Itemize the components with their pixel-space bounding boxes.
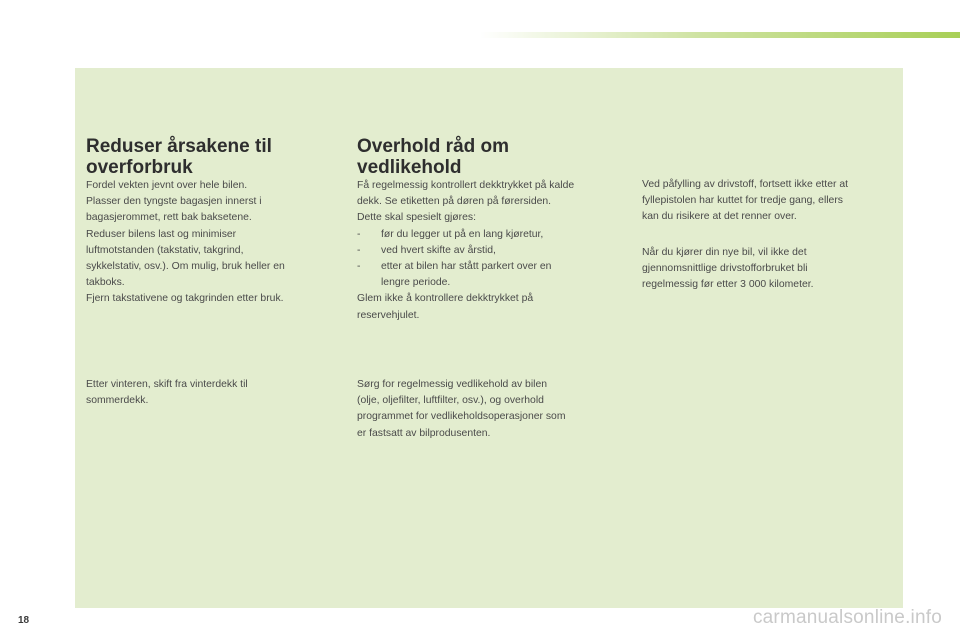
text-tyre-pressure-intro: Få regelmessig kontrollert dekktrykket på kalde dekk. Se etiketten på døren på førersiden. Dette skal spesielt gjøres: — [357, 180, 575, 224]
text-refuelling: Ved påfylling av drivstoff, fortsett ikke etter at fyllepistolen har kuttet for tredje gang, ellers kan du risikere at det renner over. — [642, 179, 848, 223]
text-spare-wheel: Glem ikke å kontrollere dekktrykket på reservehjulet. — [357, 293, 534, 321]
header-accent-bar — [480, 32, 960, 38]
column-maintenance-service — [357, 377, 627, 442]
list-item: - før du legger ut på en lang kjøretur, — [357, 227, 627, 243]
column-maintenance — [357, 136, 627, 324]
text-winter-tyres: Etter vinteren, skift fra vinterdekk til sommerdekk. — [86, 379, 248, 407]
column-fuel — [642, 177, 897, 226]
heading-reduce-consumption: Reduser årsakene til overforbruk — [86, 136, 272, 178]
tyre-check-list — [357, 227, 627, 292]
page-number: 18 — [18, 615, 30, 626]
text-regular-service: Sørg for regelmessig vedlikehold av bilen (olje, oljefilter, luftfilter, osv.), og overhold programmet for vedlikeholdsoperasjoner som er fastsatt av bilprodusenten. — [357, 379, 566, 439]
list-item: - ved hvert skifte av årstid, — [357, 243, 627, 259]
watermark: carmanualsonline.info — [752, 607, 942, 628]
column-fuel-consumption — [642, 245, 897, 294]
text-weight-distribution: Fordel vekten jevnt over hele bilen. Plasser den tyngste bagasjen innerst i bagasjerommet, rett bak baksetene. Reduser bilens last og minimiser luftmotstanden (takstativ, takgrind, sykkelstativ, osv.). Om mulig, bruk heller en takboks. Fjern takstativene og takgrinden etter bruk. — [86, 180, 285, 305]
text-average-consumption: Når du kjører din nye bil, vil ikke det gjennomsnittlige drivstofforbruket bli regelmessig før etter 3 000 kilometer. — [642, 247, 814, 291]
list-item: - etter at bilen har stått parkert over en lengre periode. — [357, 259, 627, 291]
column-reduce-consumption — [86, 136, 336, 308]
column-reduce-consumption-tyres — [86, 377, 336, 409]
heading-maintenance: Overhold råd om vedlikehold — [357, 136, 510, 178]
